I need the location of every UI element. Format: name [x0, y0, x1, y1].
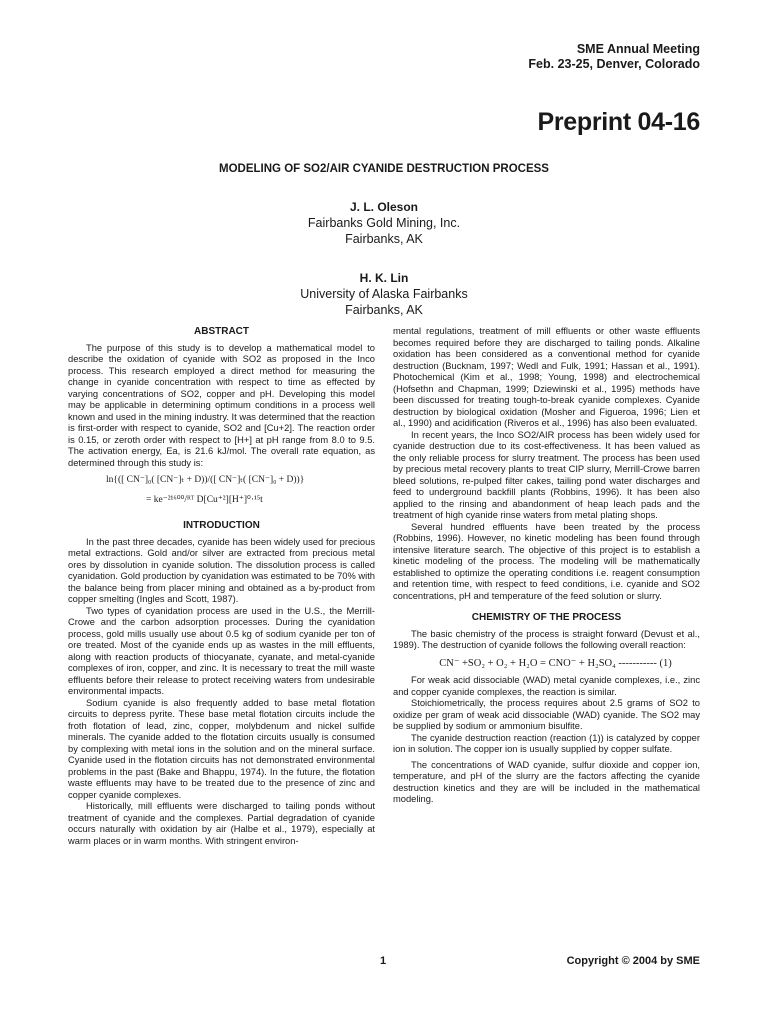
left-column	[68, 326, 375, 847]
body-paragraph: Several hundred effluents have been treated by the process (Robbins, 1996). However, no kinetic modeling has been found through intensive literature search. The objective of this project is to establish a kinetic modeling of the process. The modeling will be mathematically established to optimize the operating conditions i.e. reagent consumption and retention time, with respect to feed conditions, i.e. cyanide and SO2 concentrations, pH and temperature of the feed solution or slurry.	[393, 521, 700, 601]
author-affiliation: Fairbanks Gold Mining, Inc.	[307, 216, 461, 230]
preprint-number: Preprint 04-16	[537, 108, 700, 136]
author-name: J. L. Oleson	[349, 200, 418, 214]
author-location: Fairbanks, AK	[345, 303, 423, 317]
copyright: Copyright © 2004 by SME	[566, 955, 700, 967]
abstract-text: The purpose of this study is to develop a mathematical model to describe the oxidation of cyanide with SO2 as proposed in the Inco process. This research employed a direct method for measuring the change in cyanide concentration with respect to time as effected by varying concentrations of SO2, copper and pH. Developing this model may be applicable in determining optimum conditions in a process well known and used in the mining industry. It was determined that the reaction is first-order with respect to cyanide, SO2 and [Cu+2]. The reaction order is 0.15, or zeroth order with respect to [H+] at pH range from 8.0 to 9.5. The activation energy, Ea, is 21.6 kJ/mol. The overall rate equation, as determined through this study is:	[68, 342, 375, 468]
body-paragraph: In recent years, the Inco SO2/AIR process has been widely used for cyanide destruction due to its cost-effectiveness. It has been valued as the only reliable process for slurry treatment. The process has been used by precious metal recovery plants to treat CIP slurry, Merrill-Crowe barren bleed solutions, re-pulped filter cakes, tailing pond water discharges and feed to underground backfill plants (Robbins, 1996). It has been also applied to the rinsing and abandonment of heap leach pads and the treatment of high cyanide rinse waters from metal plating shops.	[393, 429, 700, 520]
chemistry-paragraph: The cyanide destruction reaction (reaction (1)) is catalyzed by copper ion in solution. The copper ion is usually supplied by copper sulfate.	[393, 732, 700, 754]
chemistry-paragraph: Stoichiometrically, the process requires about 2.5 grams of SO2 to oxidize per gram of weak acid dissociable (WAD) cyanide. The SO2 may be supplied by sodium or ammonium bisulfite.	[393, 698, 700, 731]
author-location: Fairbanks, AK	[345, 232, 423, 246]
rate-equation-line1: ln{([ CN⁻]₀( [CN⁻]ₜ + D))/([ CN⁻]ₜ( [CN⁻]₀ + D))}	[106, 475, 305, 485]
meeting-name: SME Annual Meeting	[576, 42, 700, 56]
chemistry-paragraph: For weak acid dissociable (WAD) metal cyanide complexes, i.e., zinc and copper cyanide complexes, the reaction is similar.	[393, 675, 700, 697]
author-2	[0, 270, 768, 318]
page-number: 1	[380, 955, 387, 967]
paper-title: MODELING OF SO2/AIR CYANIDE DESTRUCTION PROCESS	[219, 163, 549, 175]
chemistry-paragraph: The basic chemistry of the process is straight forward (Devust et al., 1989). The destruction of cyanide follows the following overall reaction:	[393, 628, 700, 650]
author-1	[0, 199, 768, 247]
author-name: H. K. Lin	[359, 271, 409, 285]
rate-equation-line2: = kе⁻²¹⁶⁰⁰/ᴿᵀ D[Cu⁺²][H⁺]⁰·¹⁵t	[146, 494, 263, 505]
introduction-heading: INTRODUCTION	[183, 520, 260, 531]
meeting-info	[528, 42, 700, 72]
body-paragraph: mental regulations, treatment of mill effluents or other waste effluents becomes required before they are discharged to tailing ponds. Alkaline oxidation has been considered as a conventional method for cyanide destruction (Bucknam, 1997; Wedl and Fulk, 1991; Hassan et al., 1991). Photochemical (Kim et al., 1998; Young, 1998) and electrochemical (Hofsethn and Chapman, 1999; Dziewinski et al., 1995) methods have been discussed for treating tough-to-break cyanide complexes. Cyanide destruction by biological oxidation (Mosher and Figueroa, 1996; Lien et al., 1990) and acidification (Riveros et al., 1996) has also been evaluated.	[393, 326, 700, 428]
right-column	[393, 326, 700, 806]
intro-paragraph: Historically, mill effluents were discharged to tailing ponds without treatment of cyanide and the complexes. Partial degradation of cyanide occurs naturally with oxidation by air (Halbe et al., 1979), especially at warm places or in warm months. With stringent environ-	[68, 801, 375, 846]
intro-paragraph: Sodium cyanide is also frequently added to base metal flotation circuits to depress pyrite. These base metal flotation circuits include the froth flotation of lead, zinc, copper, molybdenum and nickel sulfide minerals. The cyanide added to the flotation circuits usually is consumed by complexing with metal ions in the solution and on the mineral surface. Cyanide used in the flotation circuits has not demonstrated environmental problems in the past (Bake and Bhappu, 1974). In the future, the flotation waste effluents may have to be treated due to the presence of zinc and copper cyanide complexes.	[68, 697, 375, 800]
author-affiliation: University of Alaska Fairbanks	[300, 287, 468, 301]
chemistry-heading: CHEMISTRY OF THE PROCESS	[471, 612, 622, 623]
reaction-equation: CN⁻ +SO₂ + O₂ + H₂O = CNO⁻ + H₂SO₄ ----------- (1)	[439, 657, 672, 669]
abstract-heading: ABSTRACT	[194, 326, 249, 337]
intro-paragraph: Two types of cyanidation process are used in the U.S., the Merrill-Crowe and the carbon adsorption processes. During the cyanidation process, gold mills usually use about 0.5 kg of sodium cyanide per ton of ore treated. Most of the cyanide ends up as wastes in the mill effluents, along with reaction products of thiocyanate, cyanate, and metal-cyanide complexes of iron, copper, and zinc. It is necessary to treat the mill waste effluents before their release to protect receiving waters from undesirable environmental impacts.	[68, 605, 375, 696]
chemistry-paragraph: The concentrations of WAD cyanide, sulfur dioxide and copper ion, temperature, and pH of the slurry are the factors affecting the cyanide destruction kinetics and they are will be included in the mathematical modeling.	[393, 759, 700, 804]
meeting-date-location: Feb. 23-25, Denver, Colorado	[528, 57, 700, 71]
intro-paragraph: In the past three decades, cyanide has been widely used for precious metal extractions. Gold and/or silver are extracted from precious metal ores by dissolution in cyanide solution. The dissolution process is called cyanidation. Gold production by cyanidation was estimated to be 70% with the balance being from placer mining and obtained as a by-product from copper smelting (Ingles and Scott, 1987).	[68, 536, 375, 604]
